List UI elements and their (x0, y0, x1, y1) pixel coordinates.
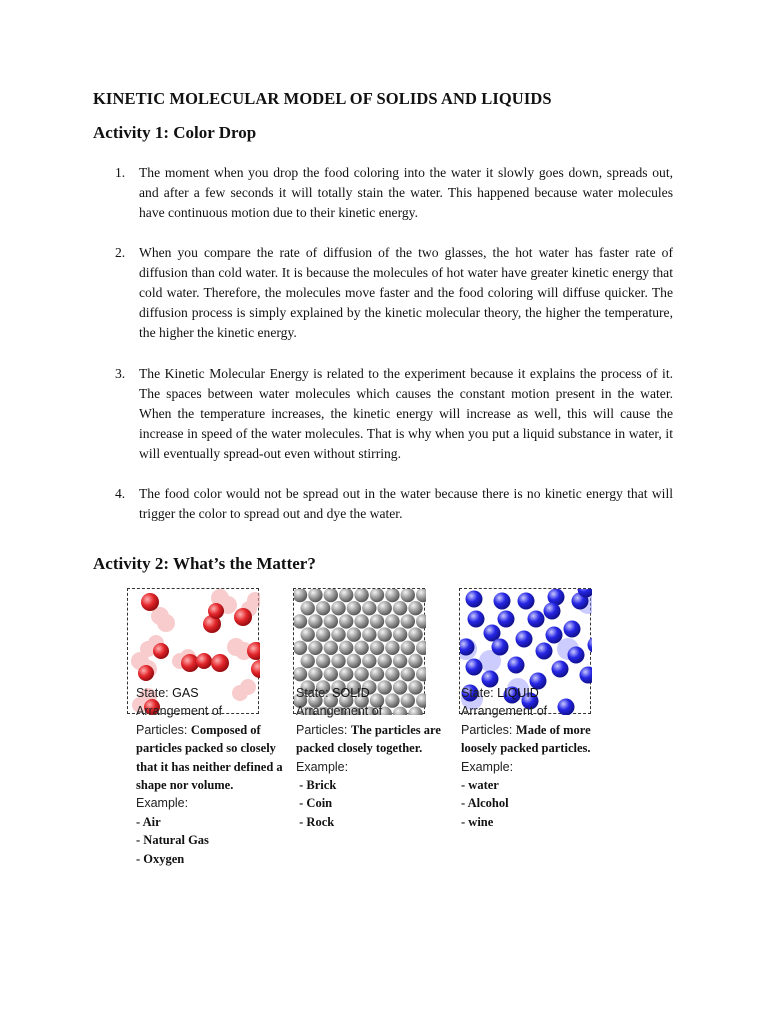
state-label: State: (136, 686, 173, 700)
solid-particle (316, 627, 330, 641)
particles-description: The particles are packed closely together. (296, 722, 441, 756)
solid-particle (294, 667, 307, 681)
state-value: GAS (172, 686, 199, 700)
example-item: - Coin (296, 796, 333, 811)
solid-particle (347, 627, 361, 641)
solid-particle (401, 641, 415, 655)
solid-particle (416, 641, 426, 655)
item-number: 3. (115, 366, 126, 381)
solid-particle (316, 601, 330, 615)
solid-particle (331, 627, 345, 641)
solid-particle (324, 614, 338, 628)
item-number: 2. (115, 245, 126, 260)
solid-particle (301, 627, 315, 641)
solid-particle (408, 627, 422, 641)
solid-particle (362, 654, 376, 668)
solid-particle (324, 667, 338, 681)
solid-particle (294, 641, 307, 655)
solid-particle (339, 641, 353, 655)
particles-label: Particles: (296, 722, 351, 737)
solid-particle (316, 654, 330, 668)
example-item: - Natural Gas (136, 833, 209, 848)
item-text: The moment when you drop the food coloring into the water it slowly goes down, spreads out, and after a few seconds it will totally stain the water. This happened because water molecules have continuous motion due to their kinetic energy. (139, 165, 673, 220)
solid-particle (354, 667, 368, 681)
example-item: - Oxygen (136, 851, 185, 866)
solid-particle (308, 614, 322, 628)
particles-label: Particles: (461, 722, 516, 737)
answer-item-4 (115, 484, 673, 524)
solid-particle (301, 601, 315, 615)
solid-particle (339, 614, 353, 628)
example-label: Example: (461, 759, 514, 774)
solid-particle (354, 589, 368, 602)
solid-particle (378, 601, 392, 615)
example-item: - Air (136, 814, 161, 829)
solid-particle (339, 667, 353, 681)
solid-particle (370, 614, 384, 628)
solid-particle (401, 614, 415, 628)
example-item: - Rock (296, 814, 335, 829)
solid-particle (308, 641, 322, 655)
particles-description: Made of more loosely packed particles. (461, 722, 591, 756)
liquid-caption (461, 684, 621, 831)
solid-particle (339, 589, 353, 602)
activity-1-heading: Activity 1: Color Drop (93, 123, 257, 142)
particles-label: Particles: (136, 722, 191, 737)
gas-caption (136, 684, 286, 868)
answer-item-3 (115, 364, 673, 464)
solid-particle (416, 614, 426, 628)
solid-particle (393, 627, 407, 641)
example-label: Example: (296, 759, 349, 774)
answer-item-2 (115, 243, 673, 343)
solid-particle (416, 589, 426, 602)
item-text: When you compare the rate of diffusion of the two glasses, the hot water has faster rate of diffusion than cold water. It is because the molecules of hot water have greater kinetic energy that cold water. Therefore, the molecules move faster and the food coloring will diffuse quicker. The diffusion process is simply explained by the kinetic molecular theory, the higher the temperature, the higher the kinetic energy. (139, 245, 673, 340)
example-item: - Brick (296, 778, 337, 793)
state-label: State: (296, 686, 333, 700)
solid-particle (378, 654, 392, 668)
solid-particle (301, 654, 315, 668)
solid-particle (294, 589, 307, 602)
solid-particle (416, 667, 426, 681)
solid-particle (370, 641, 384, 655)
example-item: - water (461, 778, 499, 793)
solid-particle (408, 601, 422, 615)
answer-item-1 (115, 163, 673, 223)
solid-particle (401, 589, 415, 602)
item-number: 4. (115, 486, 126, 501)
document-title: KINETIC MOLECULAR MODEL OF SOLIDS AND LIQUIDS (93, 89, 552, 108)
solid-particle (347, 654, 361, 668)
solid-particle (385, 641, 399, 655)
solid-particle (308, 589, 322, 602)
solid-particle (385, 589, 399, 602)
solid-particle (370, 589, 384, 602)
solid-particle (362, 601, 376, 615)
solid-particle (294, 614, 307, 628)
arrangement-label: Arrangement of (136, 704, 223, 719)
solid-particle (354, 641, 368, 655)
solid-particle (393, 601, 407, 615)
solid-particle (370, 667, 384, 681)
arrangement-label: Arrangement of (296, 704, 383, 719)
solid-particle (408, 654, 422, 668)
solid-particle (401, 667, 415, 681)
solid-particle (308, 667, 322, 681)
item-number: 1. (115, 165, 126, 180)
solid-particle (331, 654, 345, 668)
solid-particle (385, 614, 399, 628)
solid-particle (347, 601, 361, 615)
solid-particle (331, 601, 345, 615)
state-value: LIQUID (497, 686, 539, 700)
solid-particle (324, 589, 338, 602)
state-label: State: (461, 686, 498, 700)
item-text: The food color would not be spread out in the water because there is no kinetic energy that will trigger the color to spread out and dye the water. (139, 486, 673, 521)
solid-particle (354, 614, 368, 628)
solid-particle (393, 654, 407, 668)
item-text: The Kinetic Molecular Energy is related to the experiment because it explains the process of it. The spaces between water molecules which causes the constant motion present in the water. When the temperature increases, the kinetic energy will increase as well, this will cause the increase in speed of the water molecules. That is why when you put a liquid substance in water, it will eventually spread-out even without stirring. (139, 366, 673, 461)
solid-particle (378, 627, 392, 641)
solid-caption (296, 684, 446, 831)
activity-2-heading: Activity 2: What’s the Matter? (93, 554, 316, 573)
state-value: SOLID (332, 686, 370, 700)
particles-description: Composed of particles packed so closely that it has neither defined a shape nor volume. (136, 722, 283, 793)
example-item: - wine (461, 814, 494, 829)
example-item: - Alcohol (461, 796, 509, 811)
solid-particle (385, 667, 399, 681)
arrangement-label: Arrangement of (461, 704, 548, 719)
example-label: Example: (136, 796, 189, 811)
solid-particle (362, 627, 376, 641)
solid-particle (324, 641, 338, 655)
